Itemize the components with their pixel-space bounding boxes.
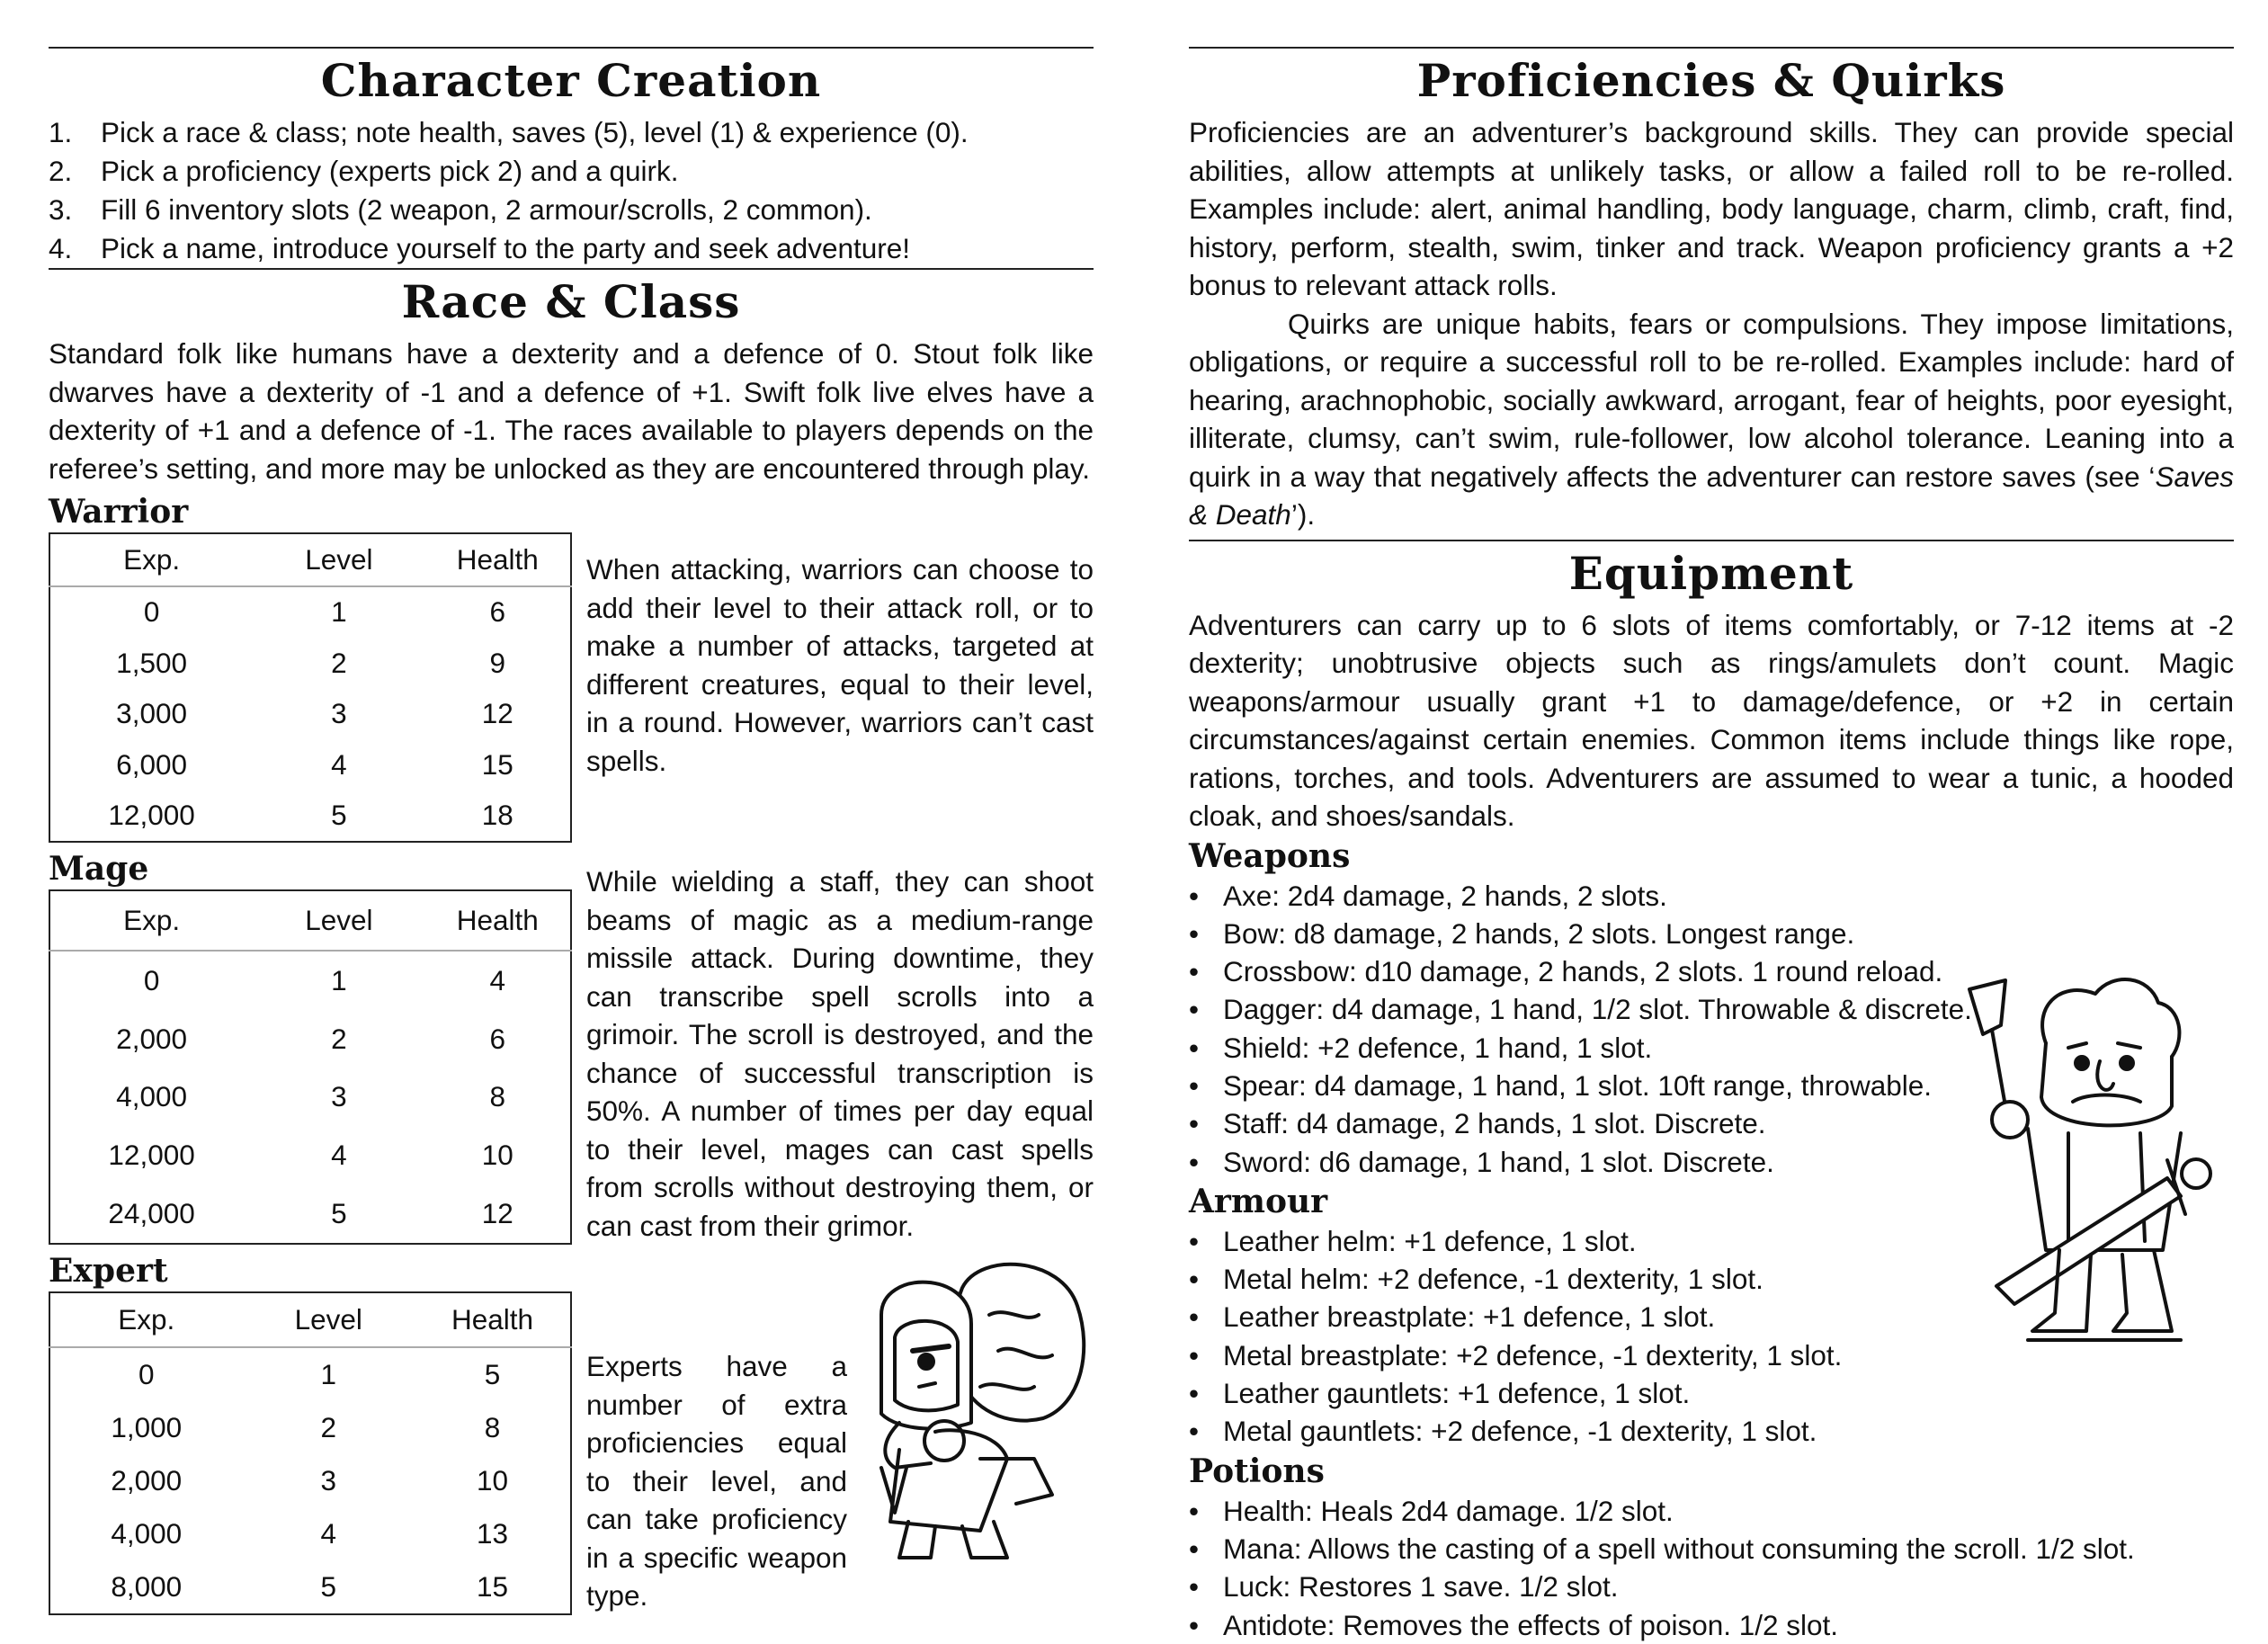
list-item: • Metal helm: +2 defence, -1 dexterity, 1 slot. [1189, 1263, 1764, 1296]
col-exp: Exp. [49, 533, 253, 586]
mage-description: While wielding a staff, they can shoot beams of magic as a medium-range missile attack. During downtime, they can transcribe spell scrolls into a grimoir. The scroll is destroyed, and the chance of successful transcription is 50%. A number of times per day equal to their level, mages can cast spells from scrolls without destroying them, or can cast from their grimor. [586, 865, 1094, 1242]
list-item: • Luck: Restores 1 save. 1/2 slot. [1189, 1570, 1619, 1604]
list-item: • Shield: +2 defence, 1 hand, 1 slot. [1189, 1031, 1653, 1064]
proficiencies-quirks-heading: Proficiencies & Quirks [1416, 54, 2006, 107]
mage-table [49, 889, 572, 1245]
proficiencies-text: Proficiencies are an adventurer’s background skills. They can provide special abilities, allow attempts at unlikely tasks, or allow a failed roll to be re-rolled. Examples include: alert, animal handling, body language, charm, climb, craft, find, history, perform, stealth, swim, tinker and track. Weapon proficiency grants a +2 bonus to relevant attack rolls. [1189, 116, 2234, 301]
expert-heading: Expert [49, 1252, 168, 1290]
list-item: 4. Pick a name, introduce yourself to the party and seek adventure! [49, 232, 911, 264]
list-item: • Metal breastplate: +2 defence, -1 dexterity, 1 slot. [1189, 1338, 1843, 1371]
table-row: 4,000 3 8 [116, 1080, 506, 1113]
potions-heading: Potions [1189, 1452, 1325, 1490]
warrior-table [49, 532, 572, 843]
list-item: • Leather breastplate: +1 defence, 1 slot. [1189, 1300, 1716, 1334]
table-row: 3,000 3 12 [116, 697, 513, 730]
table-row: 8,000 5 15 [111, 1569, 509, 1603]
col-level: Level [253, 533, 424, 586]
list-item: • Health: Heals 2d4 damage. 1/2 slot. [1189, 1494, 1674, 1527]
table-row: 0 1 5 [138, 1357, 501, 1390]
table-row: 24,000 5 12 [108, 1197, 513, 1230]
warrior-block [49, 532, 1094, 843]
table-row: 6,000 4 15 [116, 747, 513, 781]
list-item: • Dagger: d4 damage, 1 hand, 1/2 slot. Throwable & discrete. [1189, 993, 1972, 1026]
character-creation-heading: Character Creation [320, 54, 822, 107]
warrior-heading: Warrior [49, 493, 189, 531]
mage-block [49, 855, 1094, 1245]
race-class-heading: Race & Class [401, 275, 741, 328]
table-row: 2,000 3 10 [111, 1463, 509, 1497]
list-item: • Leather helm: +1 defence, 1 slot. [1189, 1224, 1637, 1257]
warrior-with-sword-icon [1960, 953, 2221, 1367]
list-item: • Metal gauntlets: +2 defence, -1 dexterity, 1 slot. [1189, 1415, 1817, 1448]
potions-list [1189, 1492, 2234, 1644]
table-header-row: Exp. Level Health [49, 890, 571, 951]
expert-description: Experts have a number of extra proficiencies equal to their level, and can take proficiency in a specific weapon type. [586, 1350, 847, 1612]
creation-steps [49, 113, 1094, 268]
equipment-heading: Equipment [1568, 546, 1854, 600]
list-item: 3. Fill 6 inventory slots (2 weapon, 2 armour/scrolls, 2 common). [49, 193, 872, 226]
list-item: • Antidote: Removes the effects of poison. 1/2 slot. [1189, 1608, 1839, 1641]
equipment-text: Adventurers can carry up to 6 slots of items comfortably, or 7-12 items at -2 dexterity; unobtrusive objects such as rings/amulets don’t count. Magic weapons/armour usually grant +1 to damage/defence, or +2 in certain circumstances/against certain enemies. Common items include things like rope, rations, torches, and tools. Adventurers are assumed to wear a tunic, a hooded cloak, and shoes/sandals. [1189, 608, 2234, 832]
list-item: • Spear: d4 damage, 1 hand, 1 slot. 10ft range, throwable. [1189, 1068, 1933, 1102]
warrior-description: When attacking, warriors can choose to add their level to their attack roll, or to make a number of attacks, targeted at different creatures, equal to their level, in a round. However, warriors can’t cast spells. [586, 553, 1094, 777]
quirks-text: Quirks are unique habits, fears or compulsions. They impose limitations, obligations, or require a successful roll to be re-rolled. Examples include: hard of hearing, arachnophobic, socially awkward, arrogant, fear of heights, poor eyesight, illiterate, clumsy, can’t swim, rule-follower, low alcohol tolerance. Leaning into a quirk in a way that negatively affects the adventurer can restore saves (see ‘Saves & Death’). [1189, 307, 2234, 531]
table-row: 1,500 2 9 [116, 646, 506, 679]
table-header-row [49, 533, 571, 586]
list-item: • Sword: d6 damage, 1 hand, 1 slot. Discrete. [1189, 1145, 1774, 1178]
table-row: 0 1 6 [143, 595, 506, 629]
table-row: 12,000 5 18 [108, 799, 513, 832]
expert-table [49, 1291, 572, 1615]
mage-heading: Mage [49, 850, 149, 888]
table-row: 1,000 2 8 [111, 1410, 501, 1443]
list-item: • Staff: d4 damage, 2 hands, 1 slot. Discrete. [1189, 1107, 1766, 1140]
armour-heading: Armour [1189, 1182, 1328, 1220]
list-item: • Axe: 2d4 damage, 2 hands, 2 slots. [1189, 879, 1667, 912]
table-row: 2,000 2 6 [116, 1022, 506, 1055]
list-item: • Leather gauntlets: +1 defence, 1 slot. [1189, 1377, 1691, 1410]
weapons-heading: Weapons [1189, 836, 1351, 875]
list-item: • Bow: d8 damage, 2 hands, 2 slots. Longest range. [1189, 916, 1855, 950]
table-row: 12,000 4 10 [108, 1139, 513, 1172]
right-column [1189, 47, 2234, 1644]
list-item: 1. Pick a race & class; note health, saves (5), level (1) & experience (0). [49, 116, 969, 148]
list-item: • Crossbow: d10 damage, 2 hands, 2 slots. 1 round reload. [1189, 955, 1943, 988]
saves-death-reference: Saves & Death [1189, 460, 2234, 531]
hooded-thief-icon [845, 1252, 1097, 1567]
race-class-text: Standard folk like humans have a dexterity and a defence of 0. Stout folk like dwarves have a dexterity of -1 and a defence of +1. Swift folk live elves have a dexterity of +1 and a defence of -1. The races available to players depends on the referee’s setting, and more may be unlocked as they are encountered through play. [49, 337, 1094, 485]
table-header-row: Exp. Level Health [49, 1292, 571, 1347]
table-row: 4,000 4 13 [111, 1516, 509, 1550]
col-health: Health [425, 533, 571, 586]
table-row: 0 1 4 [143, 963, 506, 996]
list-item: • Mana: Allows the casting of a spell without consuming the scroll. 1/2 slot. [1189, 1532, 2135, 1565]
list-item: 2. Pick a proficiency (experts pick 2) and a quirk. [49, 155, 679, 187]
